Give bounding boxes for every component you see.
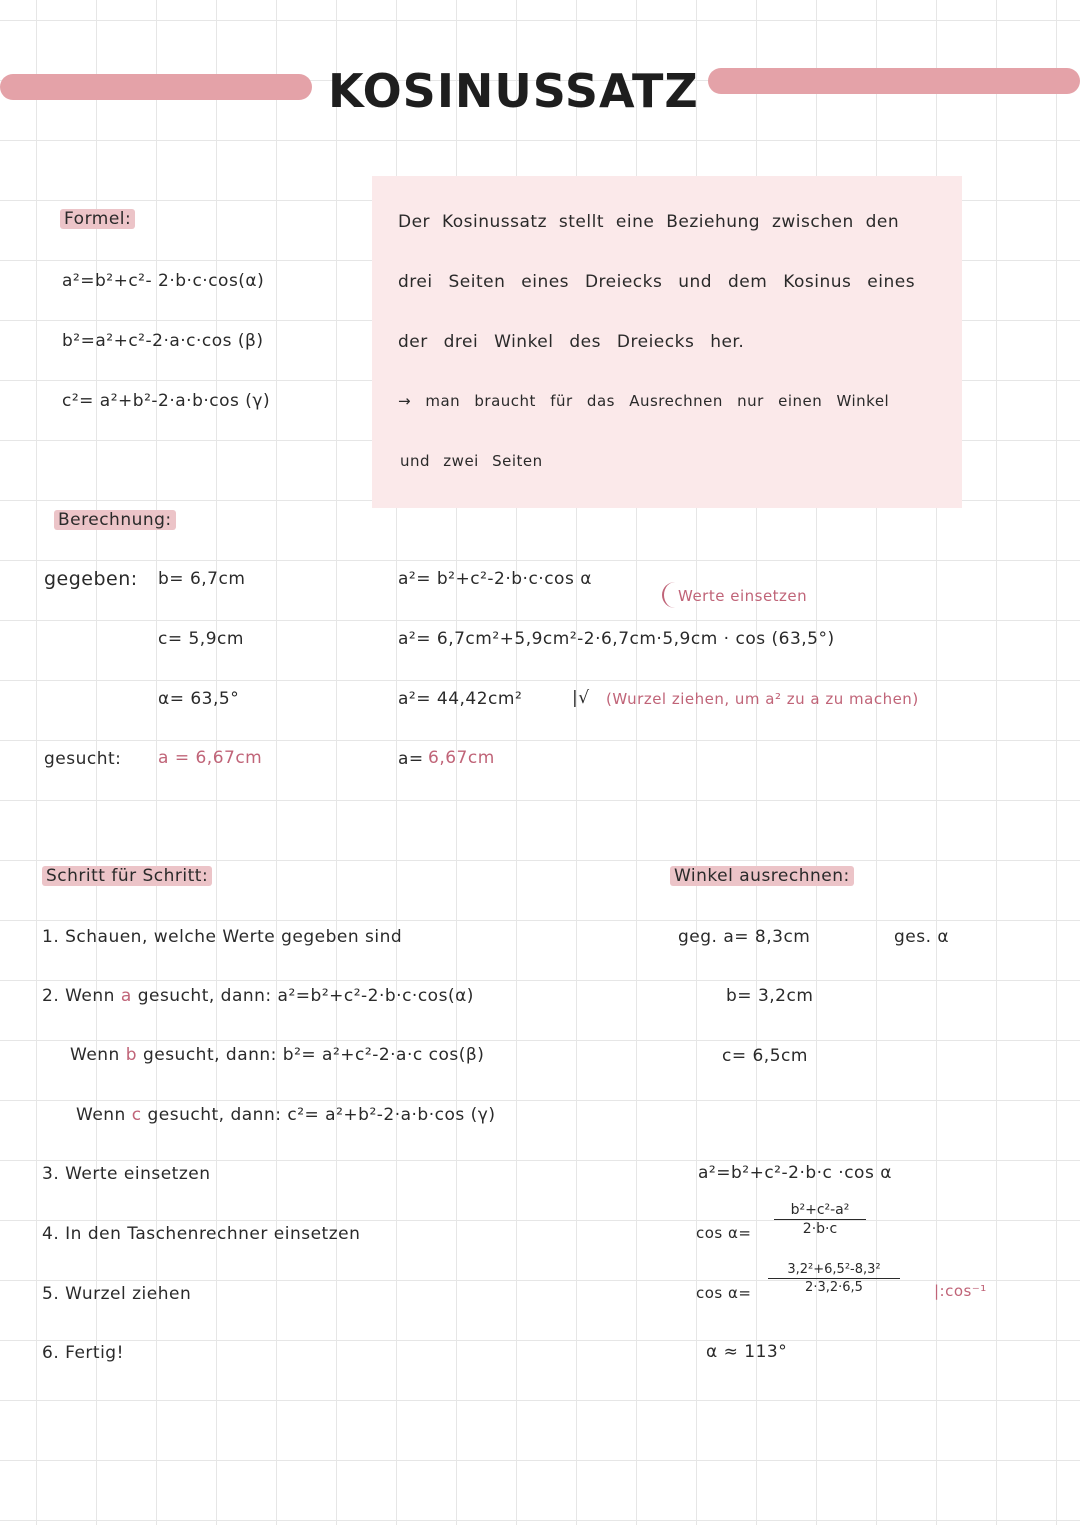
formel-line-b: b²=a²+c²-2·a·c·cos (β) (62, 331, 264, 351)
gegeben-label: gegeben: (44, 568, 138, 590)
cos-alpha-label-2: cos α= (696, 1284, 752, 1302)
calc-a-squared: a²= 44,42cm² (398, 689, 523, 709)
fraction-formula-numerator: b²+c²-a² (790, 1202, 850, 1218)
info-line-1: Der Kosinussatz stellt eine Beziehung zwischen den (398, 212, 900, 232)
winkel-b: b= 3,2cm (726, 986, 814, 1006)
formel-line-c: c²= a²+b²-2·a·b·cos (γ) (62, 391, 271, 411)
note-werte-einsetzen: Werte einsetzen (678, 587, 808, 605)
formel-line-a: a²=b²+c²- 2·b·c·cos(α) (62, 271, 265, 291)
note-wurzel: (Wurzel ziehen, um a² zu a zu machen) (606, 690, 919, 708)
sqrt-icon: |√ (572, 688, 590, 708)
step-4: 4. In den Taschenrechner einsetzen (42, 1224, 361, 1244)
step-5: 5. Wurzel ziehen (42, 1284, 192, 1304)
formel-label: Formel: (60, 209, 135, 229)
calc-substituted: a²= 6,7cm²+5,9cm²-2·6,7cm·5,9cm · cos (63,5°) (398, 629, 835, 649)
inverse-cos-note: |:cos⁻¹ (934, 1282, 987, 1300)
info-line-4: → man braucht für das Ausrechnen nur einen Winkel (398, 392, 890, 410)
fraction-formula (774, 1202, 866, 1237)
given-alpha: α= 63,5° (158, 689, 240, 709)
werte-brace (662, 582, 678, 608)
winkel-formula: a²=b²+c²-2·b·c ·cos α (698, 1163, 892, 1183)
gesucht-result: a = 6,67cm (158, 748, 263, 768)
info-line-3: der drei Winkel des Dreiecks her. (398, 332, 745, 352)
given-b: b= 6,7cm (158, 569, 246, 589)
info-line-2: drei Seiten eines Dreiecks und dem Kosinus eines (398, 272, 916, 292)
calc-a-eq: a= (398, 749, 424, 769)
info-line-5: und zwei Seiten (400, 452, 543, 470)
given-c: c= 5,9cm (158, 629, 244, 649)
calc-a-value: 6,67cm (428, 748, 495, 768)
schritte-label: Schritt für Schritt: (42, 866, 212, 886)
step-6: 6. Fertig! (42, 1343, 124, 1363)
header-bar-left (0, 74, 312, 100)
calc-formula: a²= b²+c²-2·b·c·cos α (398, 569, 592, 589)
berechnung-label: Berechnung: (54, 510, 176, 530)
cos-alpha-label-1: cos α= (696, 1224, 752, 1242)
step-2c: Wenn c gesucht, dann: c²= a²+b²-2·a·b·cos (γ) (76, 1105, 496, 1125)
fraction-values-numerator: 3,2²+6,5²-8,3² (787, 1262, 881, 1277)
page-title: KOSINUSSATZ (328, 64, 699, 118)
winkel-geg-a: geg. a= 8,3cm (678, 927, 811, 947)
step-1: 1. Schauen, welche Werte gegeben sind (42, 927, 403, 947)
step-2: 2. Wenn a gesucht, dann: a²=b²+c²-2·b·c·cos(α) (42, 986, 474, 1006)
fraction-formula-denominator: 2·b·c (802, 1221, 838, 1237)
winkel-c: c= 6,5cm (722, 1046, 808, 1066)
winkel-label: Winkel ausrechnen: (670, 866, 854, 886)
gesucht-label: gesucht: (44, 749, 122, 769)
step-3: 3. Werte einsetzen (42, 1164, 211, 1184)
winkel-ges: ges. α (894, 927, 950, 947)
step-2b: Wenn b gesucht, dann: b²= a²+c²-2·a·c cos(β) (70, 1045, 485, 1065)
winkel-result: α ≈ 113° (706, 1342, 788, 1362)
fraction-values-denominator: 2·3,2·6,5 (805, 1280, 863, 1295)
header-bar-right (708, 68, 1080, 94)
fraction-values (768, 1262, 900, 1295)
